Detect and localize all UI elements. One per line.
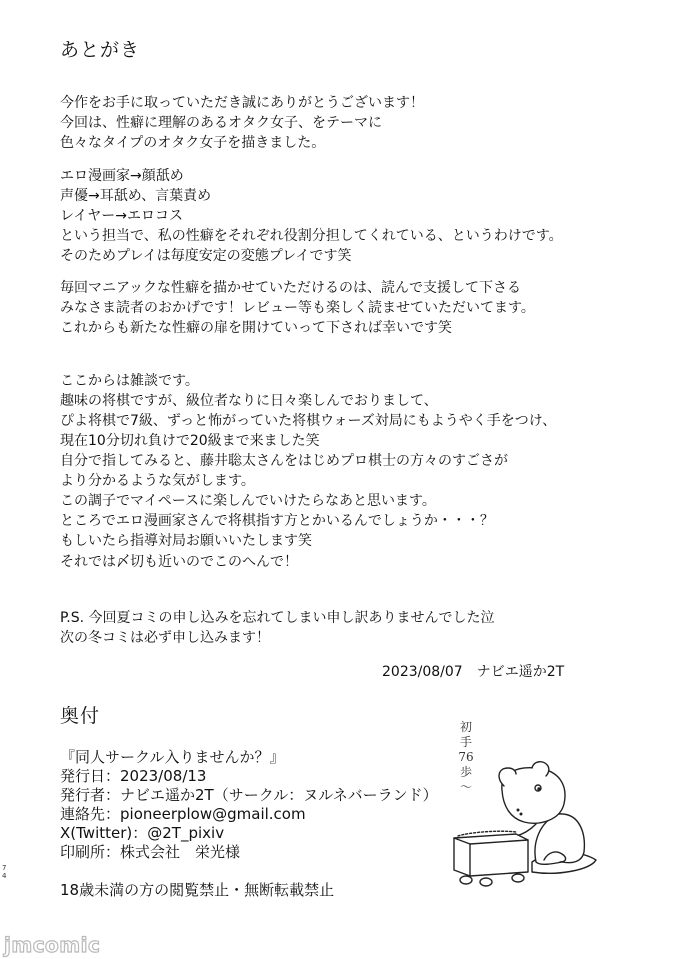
text-line: エロ漫画家→顔舐め bbox=[60, 168, 184, 184]
text-line: レイヤー→エロコス bbox=[60, 208, 184, 224]
colophon-printer: 印刷所：株式会社 栄光様 bbox=[60, 843, 241, 861]
handwritten-note: 初手76歩～ bbox=[458, 720, 474, 794]
text-line: ぴよ将棋で7級、ずっと怖がっていた将棋ウォーズ対局にもようやく手をつけ、 bbox=[60, 413, 557, 429]
text-line: P.S. 今回夏コミの申し込みを忘れてしまい申し訳ありませんでした泣 bbox=[60, 610, 495, 626]
afterword-chat-paragraph bbox=[60, 371, 556, 551]
afterword-thanks-paragraph bbox=[60, 93, 424, 153]
colophon-publish-date: 発行日：2023/08/13 bbox=[60, 767, 207, 785]
text-line: 次の冬コミは必ず申し込みます！ bbox=[60, 630, 270, 646]
afterword-postscript bbox=[60, 608, 495, 648]
text-line: もしいたら指導対局お願いいたします笑 bbox=[60, 533, 312, 549]
afterword-signature: 2023/08/07 ナビエ遥か2T bbox=[382, 664, 565, 680]
text-line: ところでエロ漫画家さんで将棋指す方とかいるんでしょうか・・・？ bbox=[60, 513, 494, 529]
page-number: 74 bbox=[2, 864, 7, 880]
afterword-roles-paragraph bbox=[60, 166, 563, 266]
text-line: ここからは雑談です。 bbox=[60, 373, 199, 389]
afterword-title: あとがき bbox=[60, 39, 141, 61]
text-line: 趣味の将棋ですが、級位者なりに日々楽しんでおりまして、 bbox=[60, 393, 438, 409]
text-line: 毎回マニアックな性癖を描かせていただけるのは、読んで支援して下さる bbox=[60, 280, 522, 296]
bear-shogi-illustration bbox=[440, 712, 600, 902]
text-line: それでは〆切も近いのでこのへんで！ bbox=[60, 554, 298, 570]
text-line: これからも新たな性癖の扉を開けていって下されば幸いです笑 bbox=[60, 320, 452, 336]
text-line: みなさま読者のおかげです！レビュー等も楽しく読ませていただいてます。 bbox=[60, 300, 535, 316]
age-restriction-notice: 18歳未満の方の閲覧禁止・無断転載禁止 bbox=[60, 881, 335, 899]
watermark-logo: jmcomic bbox=[4, 933, 101, 957]
colophon-title: 奥付 bbox=[60, 705, 101, 727]
text-line: 今回は、性癖に理解のあるオタク女子、をテーマに bbox=[60, 115, 382, 131]
text-line: この調子でマイペースに楽しんでいけたらなあと思います。 bbox=[60, 493, 436, 509]
text-line: 今作をお手に取っていただき誠にありがとうございます！ bbox=[60, 95, 424, 111]
text-line: 自分で指してみると、藤井聡太さんをはじめプロ棋士の方々のすごさが bbox=[60, 453, 508, 469]
text-line: そのためプレイは毎度安定の変態プレイです笑 bbox=[60, 248, 352, 264]
text-line: 現在10分切れ負けで20級まで来ました笑 bbox=[60, 433, 320, 449]
afterword-closing bbox=[60, 552, 298, 572]
colophon-contact: 連絡先：pioneerplow@gmail.com bbox=[60, 805, 306, 823]
afterword-readers-paragraph bbox=[60, 278, 535, 338]
colophon-publisher: 発行者：ナビエ遥か2T（サークル：ヌルネバーランド） bbox=[60, 786, 438, 804]
text-line: という担当で、私の性癖をそれぞれ役割分担してくれている、というわけです。 bbox=[60, 228, 563, 244]
text-line: 声優→耳舐め、言葉責め bbox=[60, 188, 212, 204]
colophon-details bbox=[60, 748, 438, 862]
text-line: 色々なタイプのオタク女子を描きました。 bbox=[60, 135, 326, 151]
colophon-book-title: 『同人サークル入りませんか？』 bbox=[60, 748, 285, 766]
colophon-twitter: X(Twitter)：@2T_pixiv bbox=[60, 824, 225, 842]
text-line: より分かるような気がします。 bbox=[60, 473, 255, 489]
